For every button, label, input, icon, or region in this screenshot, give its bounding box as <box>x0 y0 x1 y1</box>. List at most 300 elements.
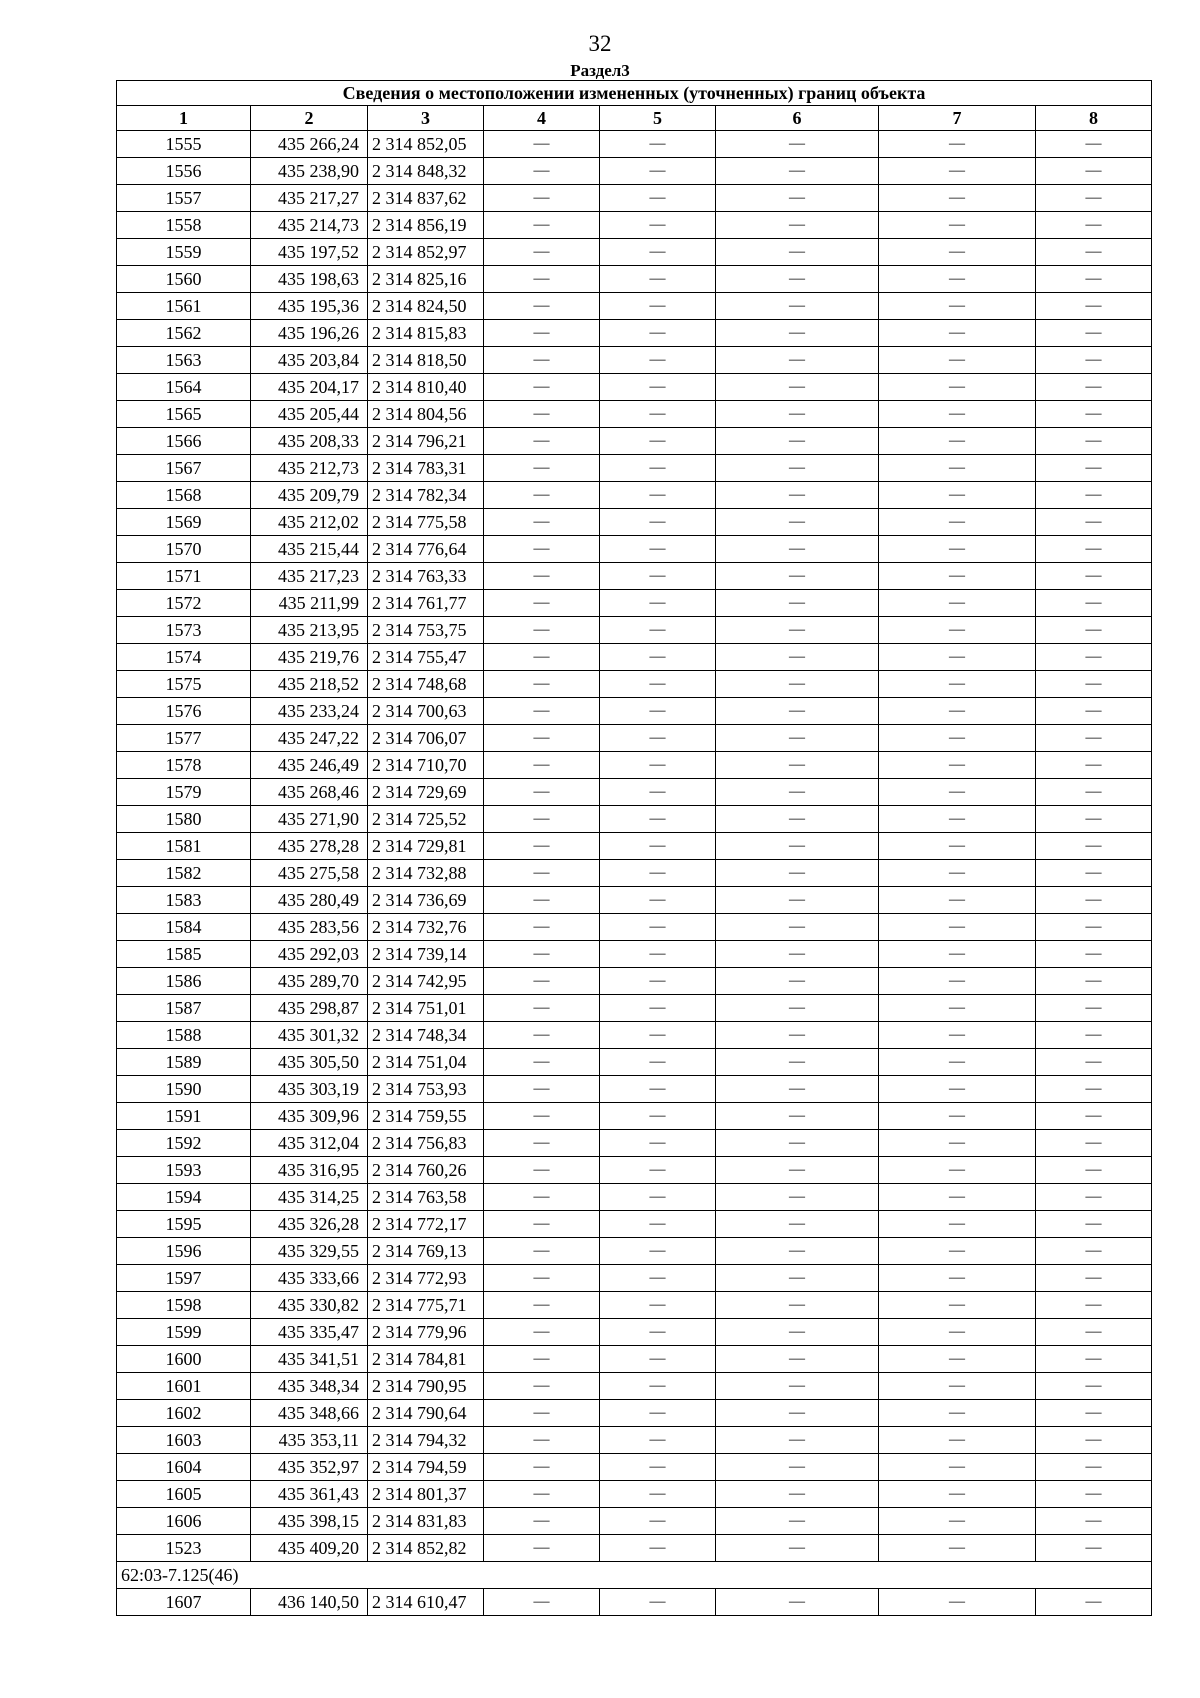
point-number: 1574 <box>117 644 251 671</box>
empty-dash-cell: — <box>484 995 600 1022</box>
empty-dash-cell: — <box>484 1103 600 1130</box>
empty-dash-cell: — <box>484 752 600 779</box>
empty-dash-cell: — <box>879 1130 1036 1157</box>
coordinate-y: 2 314 736,69 <box>368 887 484 914</box>
empty-dash-cell: — <box>600 1103 716 1130</box>
coordinate-y: 2 314 782,34 <box>368 482 484 509</box>
empty-dash-cell: — <box>484 482 600 509</box>
empty-dash-cell: — <box>879 293 1036 320</box>
coordinate-y: 2 314 852,97 <box>368 239 484 266</box>
point-number: 1606 <box>117 1508 251 1535</box>
empty-dash-cell: — <box>484 1184 600 1211</box>
table-row <box>117 374 1152 401</box>
empty-dash-cell: — <box>716 995 879 1022</box>
empty-dash-cell: — <box>1036 482 1152 509</box>
empty-dash-cell: — <box>1036 1427 1152 1454</box>
empty-dash-cell: — <box>1036 1589 1152 1616</box>
empty-dash-cell: — <box>879 644 1036 671</box>
empty-dash-cell: — <box>879 455 1036 482</box>
empty-dash-cell: — <box>1036 752 1152 779</box>
coordinate-y: 2 314 753,93 <box>368 1076 484 1103</box>
empty-dash-cell: — <box>484 374 600 401</box>
empty-dash-cell: — <box>1036 725 1152 752</box>
point-number: 1564 <box>117 374 251 401</box>
empty-dash-cell: — <box>1036 1508 1152 1535</box>
empty-dash-cell: — <box>879 1535 1036 1562</box>
coordinate-y: 2 314 775,58 <box>368 509 484 536</box>
table-row <box>117 401 1152 428</box>
empty-dash-cell: — <box>716 266 879 293</box>
empty-dash-cell: — <box>484 1427 600 1454</box>
coordinate-x: 435 309,96 <box>251 1103 368 1130</box>
coordinate-x: 435 280,49 <box>251 887 368 914</box>
empty-dash-cell: — <box>484 1535 600 1562</box>
empty-dash-cell: — <box>1036 455 1152 482</box>
empty-dash-cell: — <box>484 455 600 482</box>
coordinate-x: 435 195,36 <box>251 293 368 320</box>
empty-dash-cell: — <box>879 266 1036 293</box>
table-row <box>117 509 1152 536</box>
coordinate-y: 2 314 748,68 <box>368 671 484 698</box>
coordinate-x: 435 197,52 <box>251 239 368 266</box>
coordinate-x: 435 348,34 <box>251 1373 368 1400</box>
coordinate-x: 435 330,82 <box>251 1292 368 1319</box>
empty-dash-cell: — <box>600 239 716 266</box>
empty-dash-cell: — <box>879 1589 1036 1616</box>
point-number: 1598 <box>117 1292 251 1319</box>
empty-dash-cell: — <box>600 536 716 563</box>
empty-dash-cell: — <box>879 698 1036 725</box>
empty-dash-cell: — <box>484 347 600 374</box>
coordinate-x: 435 196,26 <box>251 320 368 347</box>
column-number: 2 <box>251 106 368 131</box>
empty-dash-cell: — <box>484 1319 600 1346</box>
empty-dash-cell: — <box>1036 644 1152 671</box>
empty-dash-cell: — <box>1036 887 1152 914</box>
table-row <box>117 1130 1152 1157</box>
table-row <box>117 212 1152 239</box>
point-number: 1572 <box>117 590 251 617</box>
empty-dash-cell: — <box>716 1400 879 1427</box>
point-number: 1571 <box>117 563 251 590</box>
point-number: 1523 <box>117 1535 251 1562</box>
empty-dash-cell: — <box>1036 428 1152 455</box>
table-row <box>117 1508 1152 1535</box>
empty-dash-cell: — <box>484 1373 600 1400</box>
page-number: 32 <box>588 31 612 56</box>
table-row <box>117 941 1152 968</box>
empty-dash-cell: — <box>879 887 1036 914</box>
empty-dash-cell: — <box>716 860 879 887</box>
empty-dash-cell: — <box>879 185 1036 212</box>
empty-dash-cell: — <box>1036 1265 1152 1292</box>
empty-dash-cell: — <box>716 347 879 374</box>
empty-dash-cell: — <box>600 671 716 698</box>
coordinate-x: 435 278,28 <box>251 833 368 860</box>
empty-dash-cell: — <box>1036 941 1152 968</box>
coordinate-x: 435 213,95 <box>251 617 368 644</box>
table-row <box>117 1427 1152 1454</box>
column-number: 6 <box>716 106 879 131</box>
empty-dash-cell: — <box>600 1427 716 1454</box>
empty-dash-cell: — <box>600 563 716 590</box>
table-row <box>117 644 1152 671</box>
empty-dash-cell: — <box>1036 293 1152 320</box>
empty-dash-cell: — <box>484 293 600 320</box>
column-number-row <box>117 106 1152 131</box>
table-row <box>117 293 1152 320</box>
empty-dash-cell: — <box>600 1184 716 1211</box>
coordinate-y: 2 314 837,62 <box>368 185 484 212</box>
empty-dash-cell: — <box>879 806 1036 833</box>
table-row <box>117 1346 1152 1373</box>
empty-dash-cell: — <box>879 374 1036 401</box>
empty-dash-cell: — <box>1036 1238 1152 1265</box>
empty-dash-cell: — <box>484 671 600 698</box>
point-number: 1591 <box>117 1103 251 1130</box>
table-row <box>117 131 1152 158</box>
table-row <box>117 1400 1152 1427</box>
empty-dash-cell: — <box>716 752 879 779</box>
empty-dash-cell: — <box>1036 509 1152 536</box>
empty-dash-cell: — <box>484 698 600 725</box>
empty-dash-cell: — <box>879 995 1036 1022</box>
point-number: 1584 <box>117 914 251 941</box>
coordinate-x: 435 298,87 <box>251 995 368 1022</box>
empty-dash-cell: — <box>716 1373 879 1400</box>
point-number: 1563 <box>117 347 251 374</box>
coordinate-y: 2 314 729,81 <box>368 833 484 860</box>
empty-dash-cell: — <box>879 833 1036 860</box>
point-number: 1566 <box>117 428 251 455</box>
column-number: 3 <box>368 106 484 131</box>
empty-dash-cell: — <box>600 941 716 968</box>
table-row <box>117 1319 1152 1346</box>
empty-dash-cell: — <box>1036 1130 1152 1157</box>
table-row <box>117 455 1152 482</box>
empty-dash-cell: — <box>600 860 716 887</box>
empty-dash-cell: — <box>716 941 879 968</box>
column-number: 5 <box>600 106 716 131</box>
empty-dash-cell: — <box>879 428 1036 455</box>
empty-dash-cell: — <box>879 1157 1036 1184</box>
point-number: 1581 <box>117 833 251 860</box>
empty-dash-cell: — <box>716 1508 879 1535</box>
coordinate-x: 435 205,44 <box>251 401 368 428</box>
coordinate-y: 2 314 772,93 <box>368 1265 484 1292</box>
empty-dash-cell: — <box>879 1022 1036 1049</box>
empty-dash-cell: — <box>484 1157 600 1184</box>
table-row <box>117 617 1152 644</box>
empty-dash-cell: — <box>600 887 716 914</box>
table-row <box>117 1454 1152 1481</box>
empty-dash-cell: — <box>600 185 716 212</box>
empty-dash-cell: — <box>879 1103 1036 1130</box>
empty-dash-cell: — <box>1036 401 1152 428</box>
empty-dash-cell: — <box>716 914 879 941</box>
point-number: 1577 <box>117 725 251 752</box>
empty-dash-cell: — <box>879 347 1036 374</box>
table-row <box>117 239 1152 266</box>
empty-dash-cell: — <box>600 455 716 482</box>
table-row <box>117 347 1152 374</box>
coordinate-y: 2 314 790,95 <box>368 1373 484 1400</box>
empty-dash-cell: — <box>484 1346 600 1373</box>
empty-dash-cell: — <box>879 914 1036 941</box>
coordinate-y: 2 314 729,69 <box>368 779 484 806</box>
empty-dash-cell: — <box>600 617 716 644</box>
coordinate-x: 435 266,24 <box>251 131 368 158</box>
empty-dash-cell: — <box>879 536 1036 563</box>
coordinate-x: 435 316,95 <box>251 1157 368 1184</box>
coordinate-x: 435 305,50 <box>251 1049 368 1076</box>
empty-dash-cell: — <box>484 563 600 590</box>
coordinate-y: 2 314 852,05 <box>368 131 484 158</box>
coordinate-y: 2 314 825,16 <box>368 266 484 293</box>
empty-dash-cell: — <box>1036 347 1152 374</box>
empty-dash-cell: — <box>716 239 879 266</box>
empty-dash-cell: — <box>484 1454 600 1481</box>
table-row <box>117 1535 1152 1562</box>
empty-dash-cell: — <box>1036 239 1152 266</box>
empty-dash-cell: — <box>716 482 879 509</box>
empty-dash-cell: — <box>879 860 1036 887</box>
group-section <box>117 1562 1152 1589</box>
point-number: 1589 <box>117 1049 251 1076</box>
empty-dash-cell: — <box>879 158 1036 185</box>
empty-dash-cell: — <box>484 1265 600 1292</box>
empty-dash-cell: — <box>879 1319 1036 1346</box>
table-row <box>117 428 1152 455</box>
empty-dash-cell: — <box>484 941 600 968</box>
empty-dash-cell: — <box>600 1238 716 1265</box>
empty-dash-cell: — <box>1036 914 1152 941</box>
coordinate-x: 435 292,03 <box>251 941 368 968</box>
empty-dash-cell: — <box>1036 536 1152 563</box>
empty-dash-cell: — <box>879 617 1036 644</box>
empty-dash-cell: — <box>600 212 716 239</box>
table-row <box>117 806 1152 833</box>
empty-dash-cell: — <box>484 509 600 536</box>
point-number: 1576 <box>117 698 251 725</box>
group-table-body <box>117 1589 1152 1616</box>
empty-dash-cell: — <box>1036 1103 1152 1130</box>
empty-dash-cell: — <box>484 779 600 806</box>
empty-dash-cell: — <box>600 1400 716 1427</box>
coordinate-y: 2 314 810,40 <box>368 374 484 401</box>
empty-dash-cell: — <box>1036 590 1152 617</box>
point-number: 1599 <box>117 1319 251 1346</box>
coordinate-x: 435 333,66 <box>251 1265 368 1292</box>
coordinate-x: 435 208,33 <box>251 428 368 455</box>
coordinate-x: 435 215,44 <box>251 536 368 563</box>
empty-dash-cell: — <box>1036 1373 1152 1400</box>
coordinate-y: 2 314 831,83 <box>368 1508 484 1535</box>
empty-dash-cell: — <box>716 401 879 428</box>
empty-dash-cell: — <box>716 563 879 590</box>
point-number: 1579 <box>117 779 251 806</box>
empty-dash-cell: — <box>484 536 600 563</box>
point-number: 1586 <box>117 968 251 995</box>
empty-dash-cell: — <box>600 995 716 1022</box>
empty-dash-cell: — <box>879 590 1036 617</box>
point-number: 1602 <box>117 1400 251 1427</box>
coordinate-y: 2 314 755,47 <box>368 644 484 671</box>
empty-dash-cell: — <box>600 482 716 509</box>
coordinate-x: 435 214,73 <box>251 212 368 239</box>
empty-dash-cell: — <box>484 860 600 887</box>
empty-dash-cell: — <box>879 941 1036 968</box>
empty-dash-cell: — <box>600 1454 716 1481</box>
column-number: 1 <box>117 106 251 131</box>
coordinate-y: 2 314 783,31 <box>368 455 484 482</box>
point-number: 1578 <box>117 752 251 779</box>
empty-dash-cell: — <box>716 1184 879 1211</box>
empty-dash-cell: — <box>484 401 600 428</box>
table-row <box>117 968 1152 995</box>
coordinate-y: 2 314 824,50 <box>368 293 484 320</box>
coordinate-x: 435 348,66 <box>251 1400 368 1427</box>
empty-dash-cell: — <box>716 1211 879 1238</box>
empty-dash-cell: — <box>879 509 1036 536</box>
table-row <box>117 1481 1152 1508</box>
empty-dash-cell: — <box>600 806 716 833</box>
empty-dash-cell: — <box>484 590 600 617</box>
empty-dash-cell: — <box>716 158 879 185</box>
coordinate-y: 2 314 748,34 <box>368 1022 484 1049</box>
empty-dash-cell: — <box>1036 1535 1152 1562</box>
table-row <box>117 158 1152 185</box>
empty-dash-cell: — <box>484 725 600 752</box>
empty-dash-cell: — <box>716 671 879 698</box>
table-row <box>117 725 1152 752</box>
empty-dash-cell: — <box>716 1238 879 1265</box>
point-number: 1590 <box>117 1076 251 1103</box>
table-row <box>117 1589 1152 1616</box>
empty-dash-cell: — <box>716 293 879 320</box>
point-number: 1583 <box>117 887 251 914</box>
coordinate-x: 435 203,84 <box>251 347 368 374</box>
empty-dash-cell: — <box>484 131 600 158</box>
empty-dash-cell: — <box>484 1022 600 1049</box>
empty-dash-cell: — <box>600 1130 716 1157</box>
coordinate-x: 435 314,25 <box>251 1184 368 1211</box>
point-number: 1560 <box>117 266 251 293</box>
empty-dash-cell: — <box>1036 1346 1152 1373</box>
empty-dash-cell: — <box>600 1292 716 1319</box>
empty-dash-cell: — <box>879 1400 1036 1427</box>
point-number: 1603 <box>117 1427 251 1454</box>
empty-dash-cell: — <box>879 1076 1036 1103</box>
empty-dash-cell: — <box>600 644 716 671</box>
coordinate-x: 435 218,52 <box>251 671 368 698</box>
empty-dash-cell: — <box>484 1211 600 1238</box>
coordinate-x: 435 352,97 <box>251 1454 368 1481</box>
point-number: 1587 <box>117 995 251 1022</box>
table-row <box>117 563 1152 590</box>
empty-dash-cell: — <box>1036 833 1152 860</box>
empty-dash-cell: — <box>484 914 600 941</box>
empty-dash-cell: — <box>1036 698 1152 725</box>
empty-dash-cell: — <box>716 1535 879 1562</box>
empty-dash-cell: — <box>716 833 879 860</box>
table-row <box>117 995 1152 1022</box>
table-body <box>117 131 1152 1562</box>
empty-dash-cell: — <box>716 1292 879 1319</box>
empty-dash-cell: — <box>600 266 716 293</box>
empty-dash-cell: — <box>879 968 1036 995</box>
column-number: 8 <box>1036 106 1152 131</box>
point-number: 1569 <box>117 509 251 536</box>
point-number: 1570 <box>117 536 251 563</box>
empty-dash-cell: — <box>716 1157 879 1184</box>
table-row <box>117 1049 1152 1076</box>
point-number: 1559 <box>117 239 251 266</box>
empty-dash-cell: — <box>1036 779 1152 806</box>
coordinate-x: 435 219,76 <box>251 644 368 671</box>
empty-dash-cell: — <box>484 644 600 671</box>
empty-dash-cell: — <box>600 1346 716 1373</box>
empty-dash-cell: — <box>716 1265 879 1292</box>
empty-dash-cell: — <box>484 239 600 266</box>
point-number: 1575 <box>117 671 251 698</box>
empty-dash-cell: — <box>484 833 600 860</box>
coordinate-x: 435 209,79 <box>251 482 368 509</box>
section-label: Раздел3 <box>570 61 630 80</box>
point-number: 1596 <box>117 1238 251 1265</box>
empty-dash-cell: — <box>1036 374 1152 401</box>
point-number: 1597 <box>117 1265 251 1292</box>
coordinate-y: 2 314 700,63 <box>368 698 484 725</box>
point-number: 1592 <box>117 1130 251 1157</box>
coordinate-x: 435 271,90 <box>251 806 368 833</box>
empty-dash-cell: — <box>716 212 879 239</box>
point-number: 1607 <box>117 1589 251 1616</box>
empty-dash-cell: — <box>1036 671 1152 698</box>
table-row <box>117 185 1152 212</box>
empty-dash-cell: — <box>879 1211 1036 1238</box>
coordinate-y: 2 314 759,55 <box>368 1103 484 1130</box>
coordinate-x: 435 303,19 <box>251 1076 368 1103</box>
empty-dash-cell: — <box>879 752 1036 779</box>
table-row <box>117 1238 1152 1265</box>
empty-dash-cell: — <box>1036 158 1152 185</box>
empty-dash-cell: — <box>600 914 716 941</box>
empty-dash-cell: — <box>716 320 879 347</box>
empty-dash-cell: — <box>879 1265 1036 1292</box>
empty-dash-cell: — <box>716 131 879 158</box>
coordinate-x: 435 212,73 <box>251 455 368 482</box>
empty-dash-cell: — <box>1036 1319 1152 1346</box>
coordinate-x: 435 247,22 <box>251 725 368 752</box>
empty-dash-cell: — <box>600 779 716 806</box>
empty-dash-cell: — <box>716 185 879 212</box>
empty-dash-cell: — <box>716 455 879 482</box>
coordinate-y: 2 314 779,96 <box>368 1319 484 1346</box>
empty-dash-cell: — <box>1036 860 1152 887</box>
point-number: 1594 <box>117 1184 251 1211</box>
empty-dash-cell: — <box>716 1076 879 1103</box>
coordinate-x: 435 289,70 <box>251 968 368 995</box>
empty-dash-cell: — <box>1036 212 1152 239</box>
empty-dash-cell: — <box>1036 1400 1152 1427</box>
empty-dash-cell: — <box>716 1346 879 1373</box>
empty-dash-cell: — <box>1036 563 1152 590</box>
empty-dash-cell: — <box>600 320 716 347</box>
empty-dash-cell: — <box>1036 1049 1152 1076</box>
empty-dash-cell: — <box>600 1535 716 1562</box>
empty-dash-cell: — <box>484 968 600 995</box>
